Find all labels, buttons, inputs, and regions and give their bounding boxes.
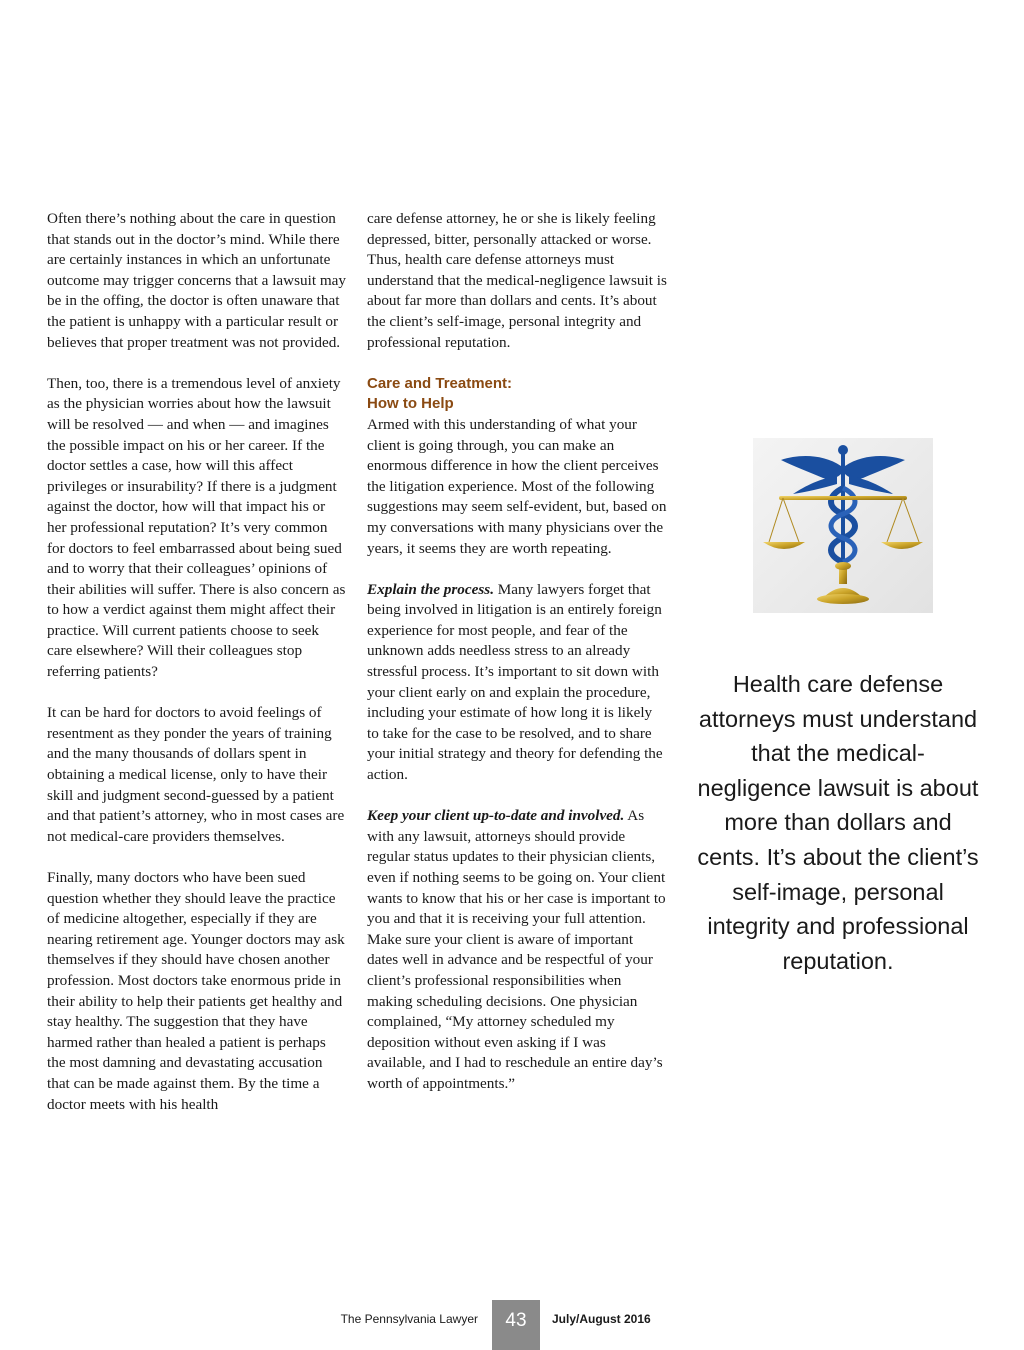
left-column [47, 209, 347, 1115]
body-paragraph: Armed with this understanding of what your client is going through, you can make an enormous difference in how the client perceives the litigation experience. Most of the following suggestions may seem self-evident, but, based on my conversations with many physicians over the years, it seems they are worth repeating. [367, 415, 667, 557]
caduceus-scales-icon [753, 438, 933, 613]
page-footer [0, 1300, 1024, 1350]
body-paragraph: Often there’s nothing about the care in question that stands out in the doctor’s mind. While there are certainly instances in which an unfortunate outcome may trigger concerns that a lawsuit may be in the offing, the doctor is often unaware that the patient is unhappy with a particular result or believes that proper treatment was not provided. [47, 210, 347, 351]
section-heading-line: Care and Treatment: [367, 374, 513, 392]
section-heading-line: How to Help [367, 395, 454, 413]
section-heading [367, 374, 667, 415]
paragraph-text: As with any lawsuit, attorneys should provide regular status updates to their physician clients, even if nothing seems to be going on. Your client wants to know that his or her case is important to you and that it is receiving your full attention. Make sure your client is aware of important dates well in advance and be respectful of your client’s professional responsibilities when making scheduling decisions. One physician complained, “My attorney scheduled my deposition without even asking if I was available, and I had to reschedule an entire day’s worth of appointments.” [367, 807, 666, 1092]
paragraph-lead-in: Keep your client up-to-date and involved. [367, 807, 625, 825]
body-paragraph: It can be hard for doctors to avoid feelings of resentment as they ponder the years of training and the many thousands of dollars spent in obtaining a medical license, only to have their skill and judgment second-guessed by a patient and that patient’s attorney, who in most cases are not medical-care providers themselves. [47, 704, 345, 845]
body-paragraph [367, 580, 667, 786]
middle-column [367, 209, 667, 1095]
body-paragraph [367, 806, 667, 1094]
body-paragraph: Then, too, there is a tremendous level of anxiety as the physician worries about how the lawsuit will be resolved — and when — and imagines the possible impact on his or her career. If the doctor settles a case, how will this affect privileges or insurability? If there is a judgment against the doctor, how will that impact his or her professional reputation? It’s very common for doctors to feel embarrassed about being sued and to worry that their colleagues’ opinions of their abilities will suffer. There is also concern as to how a verdict against them might affect their practice. Will current patients choose to seek care elsewhere? Will their colleagues stop referring patients? [47, 374, 346, 681]
body-paragraph: care defense attorney, he or she is likely feeling depressed, bitter, personally attacked or worse. Thus, health care defense attorneys must understand that the medical-negligence lawsuit is about far more than dollars and cents. It’s about the client’s self-image, personal integrity and professional reputation. [367, 210, 667, 351]
caduceus-scales-image [753, 438, 933, 613]
publication-name: The Pennsylvania Lawyer [340, 1312, 478, 1326]
issue-date: July/August 2016 [552, 1312, 651, 1326]
pull-quote: Health care defense attorneys must understand that the medical-negligence lawsuit is about more than dollars and cents. It’s about the client’s self-image, personal integrity and professional reputation. [697, 671, 979, 974]
page-number: 43 [492, 1300, 540, 1350]
paragraph-text: Many lawyers forget that being involved in litigation is an entirely foreign experience for most people, and fear of the unknown adds needless stress to an already stressful process. It’s important to sit down with your client early on and explain the procedure, including your estimate of how long it is likely to take for the case to be resolved, and to share your initial strategy and theory for defending the action. [367, 580, 663, 784]
body-paragraph: Finally, many doctors who have been sued question whether they should leave the practice of medicine altogether, especially if they are nearing retirement age. Younger doctors may ask themselves if they should have chosen another profession. Most doctors take enormous pride in their ability to help their patients get healthy and stay healthy. The suggestion that they have harmed rather than healed a patient is perhaps the most damning and devastating accusation that can be made against them. By the time a doctor meets with his health [47, 869, 345, 1113]
paragraph-lead-in: Explain the process. [367, 580, 494, 598]
